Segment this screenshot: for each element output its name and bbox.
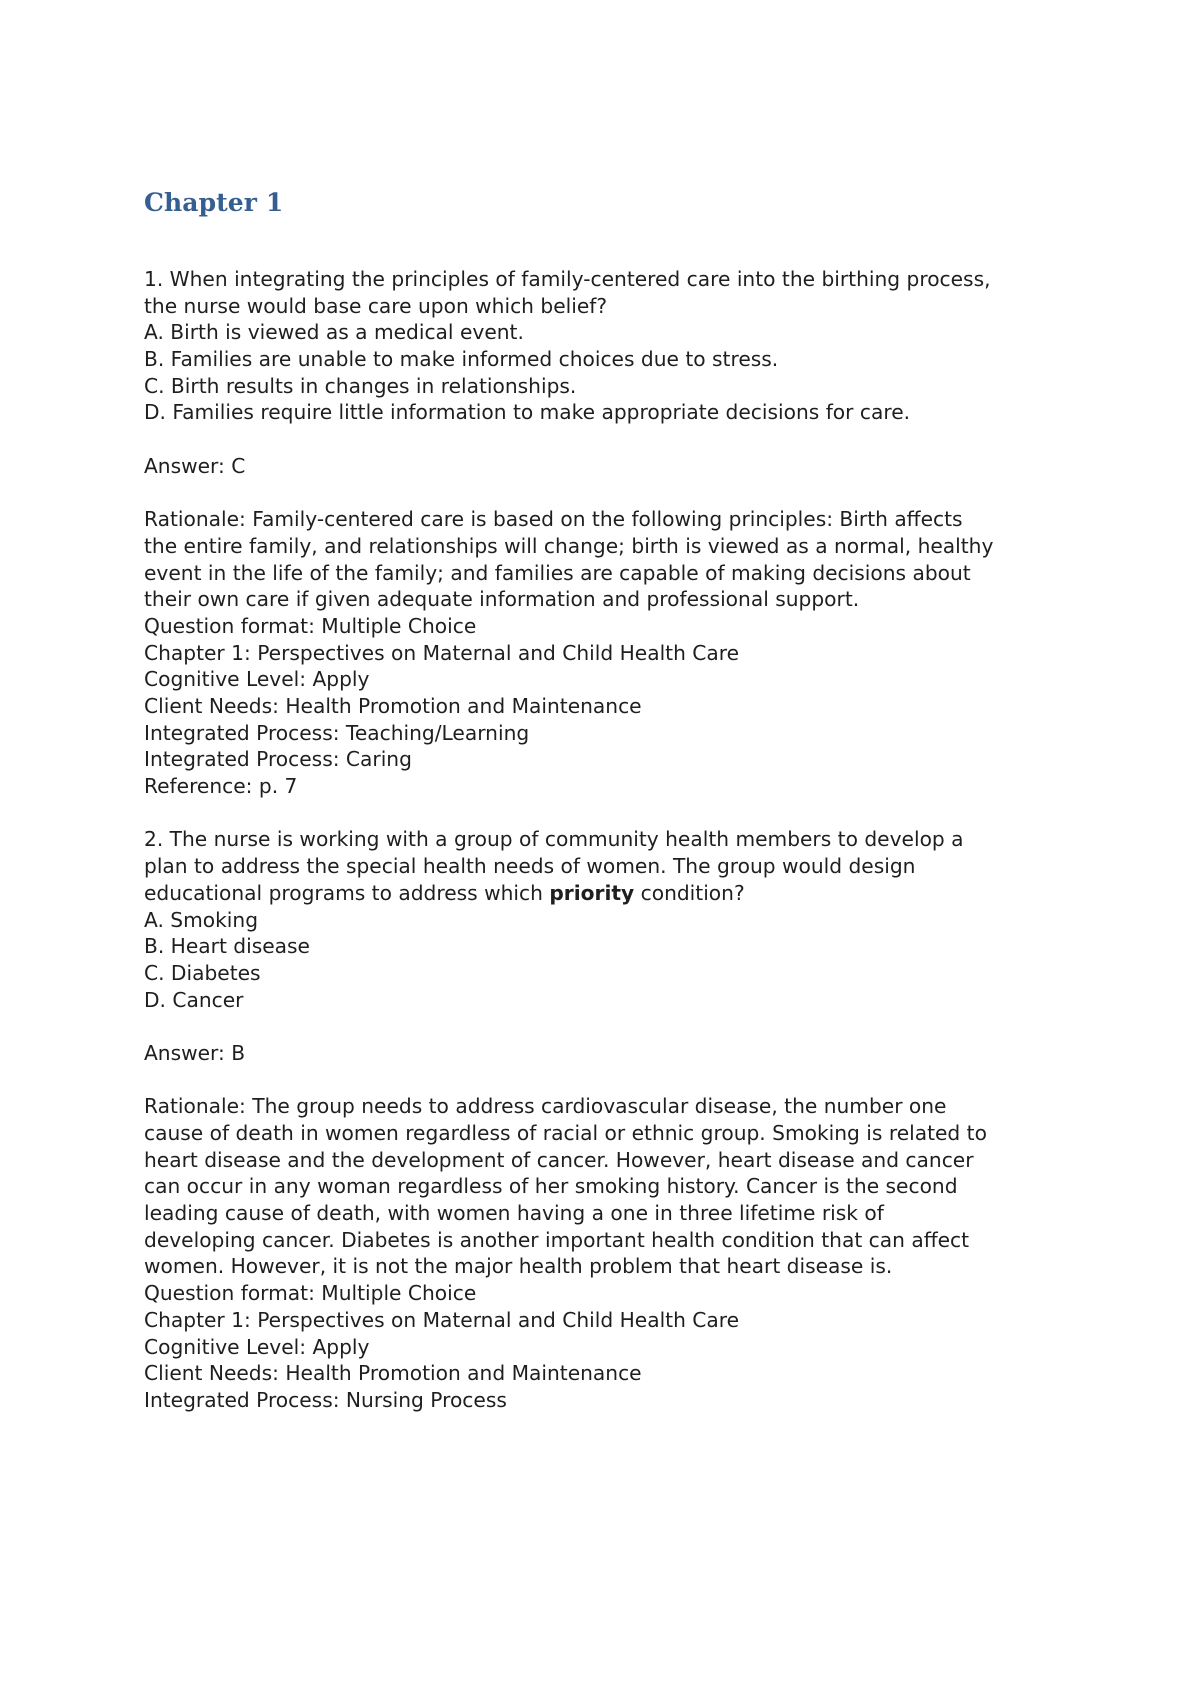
- question-1-stem-line-2: the nurse would base care upon which belief?: [144, 293, 608, 318]
- chapter-title: Chapter 1: [144, 188, 284, 217]
- question-1-option-c: C. Birth results in changes in relationships.: [144, 373, 577, 398]
- question-1-integrated-process-1: Integrated Process: Teaching/Learning: [144, 720, 530, 745]
- question-2-option-d: D. Cancer: [144, 987, 244, 1012]
- question-1-option-d: D. Families require little information to make appropriate decisions for care.: [144, 400, 911, 425]
- question-2-rationale-line-6: developing cancer. Diabetes is another important health condition that can affect: [144, 1227, 970, 1252]
- question-1-integrated-process-2: Integrated Process: Caring: [144, 747, 412, 772]
- question-2-chapter: Chapter 1: Perspectives on Maternal and Child Health Care: [144, 1307, 740, 1332]
- question-1-option-b: B. Families are unable to make informed choices due to stress.: [144, 347, 779, 372]
- question-2-cognitive-level: Cognitive Level: Apply: [144, 1334, 370, 1359]
- question-1-cognitive-level: Cognitive Level: Apply: [144, 667, 370, 692]
- question-1-rationale-line-1: Rationale: Family-centered care is based on the following principles: Birth affects: [144, 507, 963, 532]
- question-2-option-b: B. Heart disease: [144, 934, 310, 959]
- question-2-rationale-line-3: heart disease and the development of cancer. However, heart disease and cancer: [144, 1147, 974, 1172]
- question-1-answer: Answer: C: [144, 453, 246, 478]
- question-2-client-needs: Client Needs: Health Promotion and Maintenance: [144, 1361, 642, 1386]
- question-2-priority-emphasis: priority: [549, 880, 635, 905]
- question-2-rationale-line-2: cause of death in women regardless of racial or ethnic group. Smoking is related to: [144, 1121, 987, 1145]
- spacer: [144, 1013, 1104, 1040]
- question-2-question-format: Question format: Multiple Choice: [144, 1281, 477, 1306]
- question-1-rationale-line-3: event in the life of the family; and families are capable of making decisions about: [144, 560, 971, 585]
- question-1-option-a: A. Birth is viewed as a medical event.: [144, 320, 524, 345]
- question-1-rationale-line-4: their own care if given adequate information and professional support.: [144, 587, 860, 612]
- question-2-integrated-process: Integrated Process: Nursing Process: [144, 1387, 507, 1412]
- question-2-rationale-line-4: can occur in any woman regardless of her smoking history. Cancer is the second: [144, 1174, 958, 1199]
- question-1-rationale-line-2: the entire family, and relationships will change; birth is viewed as a normal, healthy: [144, 533, 994, 558]
- question-1: [144, 266, 1104, 800]
- spacer: [144, 426, 1104, 453]
- question-2-stem-line-1: 2. The nurse is working with a group of community health members to develop a: [144, 827, 964, 852]
- question-1-client-needs: Client Needs: Health Promotion and Maintenance: [144, 694, 642, 718]
- question-2-rationale-line-7: women. However, it is not the major health problem that heart disease is.: [144, 1254, 893, 1279]
- question-2-option-a: A. Smoking: [144, 907, 259, 932]
- question-2-rationale-line-5: leading cause of death, with women having a one in three lifetime risk of: [144, 1201, 884, 1226]
- question-2-stem-line-2: plan to address the special health needs of women. The group would design: [144, 854, 916, 879]
- question-1-stem-line-1: 1. When integrating the principles of family-centered care into the birthing process,: [144, 267, 991, 291]
- document-body: [144, 266, 1104, 1414]
- spacer: [144, 800, 1104, 827]
- question-2-answer: Answer: B: [144, 1040, 246, 1065]
- question-2-stem-line-3: [144, 880, 1104, 907]
- question-1-reference: Reference: p. 7: [144, 774, 298, 799]
- question-2-rationale-line-1: Rationale: The group needs to address cardiovascular disease, the number one: [144, 1094, 947, 1119]
- question-2-stem-line-3-post: condition?: [634, 880, 745, 905]
- question-1-chapter: Chapter 1: Perspectives on Maternal and Child Health Care: [144, 640, 740, 665]
- spacer: [144, 1067, 1104, 1094]
- spacer: [144, 480, 1104, 507]
- question-2-stem-line-3-pre: educational programs to address which: [144, 880, 550, 905]
- question-2: [144, 826, 1104, 1413]
- question-2-option-c: C. Diabetes: [144, 960, 261, 985]
- question-1-question-format: Question format: Multiple Choice: [144, 613, 477, 638]
